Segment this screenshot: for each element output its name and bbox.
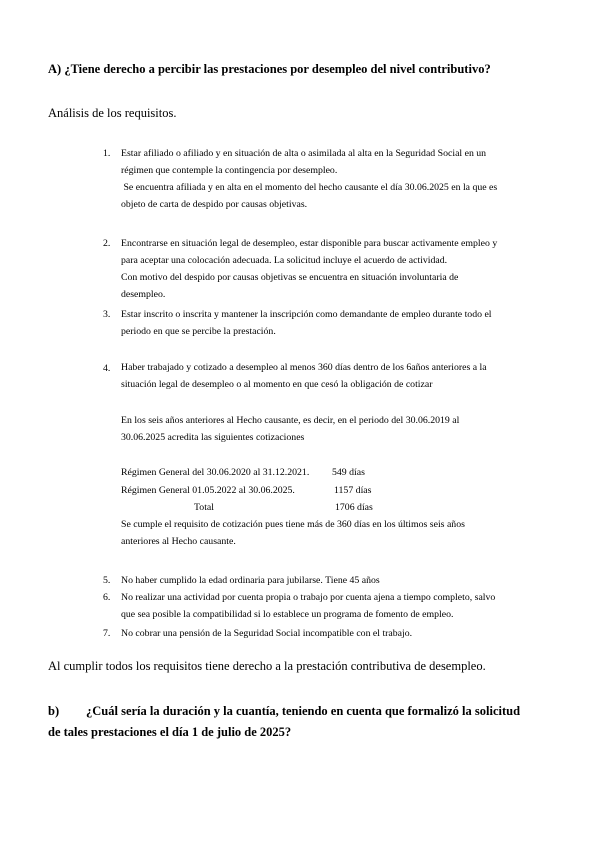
item-line: régimen que contemple la contingencia por desempleo. — [121, 165, 338, 176]
conclusion-line: anteriores al Hecho causante. — [121, 536, 236, 547]
total-label: Total — [194, 502, 214, 513]
item-line: para aceptar una colocación adecuada. La solicitud incluye el acuerdo de actividad. — [121, 255, 448, 266]
item-line: situación legal de desempleo o al momento en que cesó la obligación de cotizar — [121, 379, 433, 390]
item-line: Haber trabajado y cotizado a desempleo al menos 360 días dentro de los 6años anteriores a la — [121, 362, 487, 373]
contribution-days: 549 días — [332, 467, 365, 478]
analysis-title: Análisis de los requisitos. — [48, 106, 177, 120]
contribution-label: Régimen General 01.05.2022 al 30.06.2025. — [121, 485, 295, 496]
intro-line: En los seis años anteriores al Hecho causante, es decir, en el periodo del 30.06.2019 al — [121, 415, 460, 426]
item-text — [121, 235, 541, 303]
item-number: 4. — [103, 363, 111, 374]
contribution-days: 1157 días — [334, 485, 372, 496]
conclusion-line: Se cumple el requisito de cotización pues tiene más de 360 días en los últimos seis años — [121, 519, 465, 530]
item-text — [121, 589, 541, 623]
item-text — [121, 306, 541, 340]
section-b-label: b) — [48, 704, 60, 718]
section-a-conclusion: Al cumplir todos los requisitos tiene derecho a la prestación contributiva de desempleo. — [48, 659, 486, 673]
section-b-question-line2: de tales prestaciones el día 1 de julio de 2025? — [48, 725, 292, 739]
item-line: No cobrar una pensión de la Seguridad Social incompatible con el trabajo. — [121, 628, 413, 639]
contributions-intro — [121, 412, 541, 446]
item-number: 1. — [103, 148, 111, 159]
section-a-heading: A) ¿Tiene derecho a percibir las prestaciones por desempleo del nivel contributivo? — [48, 62, 491, 76]
contribution-label: Régimen General del 30.06.2020 al 31.12.2021. — [121, 467, 310, 478]
item-line: periodo en que se percibe la prestación. — [121, 326, 276, 337]
item-text — [121, 359, 541, 393]
item-line: Estar inscrito o inscrita y mantener la inscripción como demandante de empleo durante todo el — [121, 309, 492, 320]
item-number: 2. — [103, 238, 111, 249]
item-line: Se encuentra afiliada y en alta en el momento del hecho causante el día 30.06.2025 en la que es — [121, 182, 498, 193]
item-line: objeto de carta de despido por causas objetivas. — [121, 199, 308, 210]
item-line: que sea posible la compatibilidad si lo establece un programa de fomento de empleo. — [121, 609, 454, 620]
item-text — [121, 625, 541, 642]
item-line: Estar afiliado o afiliado y en situación de alta o asimilada al alta en la Seguridad Social en un — [121, 148, 487, 159]
total-days: 1706 días — [335, 502, 373, 513]
item-text — [121, 572, 541, 589]
item-line: No haber cumplido la edad ordinaria para jubilarse. Tiene 45 años — [121, 575, 380, 586]
item-text — [121, 145, 541, 213]
item-line: Encontrarse en situación legal de desempleo, estar disponible para buscar activamente empleo y — [121, 238, 498, 249]
item-number: 6. — [103, 592, 111, 603]
item-number: 3. — [103, 309, 111, 320]
item-number: 7. — [103, 628, 111, 639]
item-line: Con motivo del despido por causas objetivas se encuentra en situación involuntaria de — [121, 272, 459, 283]
item-line: desempleo. — [121, 289, 166, 300]
intro-line: 30.06.2025 acredita las siguientes cotizaciones — [121, 432, 305, 443]
section-b-question-line1: ¿Cuál sería la duración y la cuantía, teniendo en cuenta que formalizó la solicitud — [86, 704, 521, 718]
item-line: No realizar una actividad por cuenta propia o trabajo por cuenta ajena a tiempo completo, salvo — [121, 592, 496, 603]
item-number: 5. — [103, 575, 111, 586]
contributions-conclusion — [121, 516, 541, 550]
